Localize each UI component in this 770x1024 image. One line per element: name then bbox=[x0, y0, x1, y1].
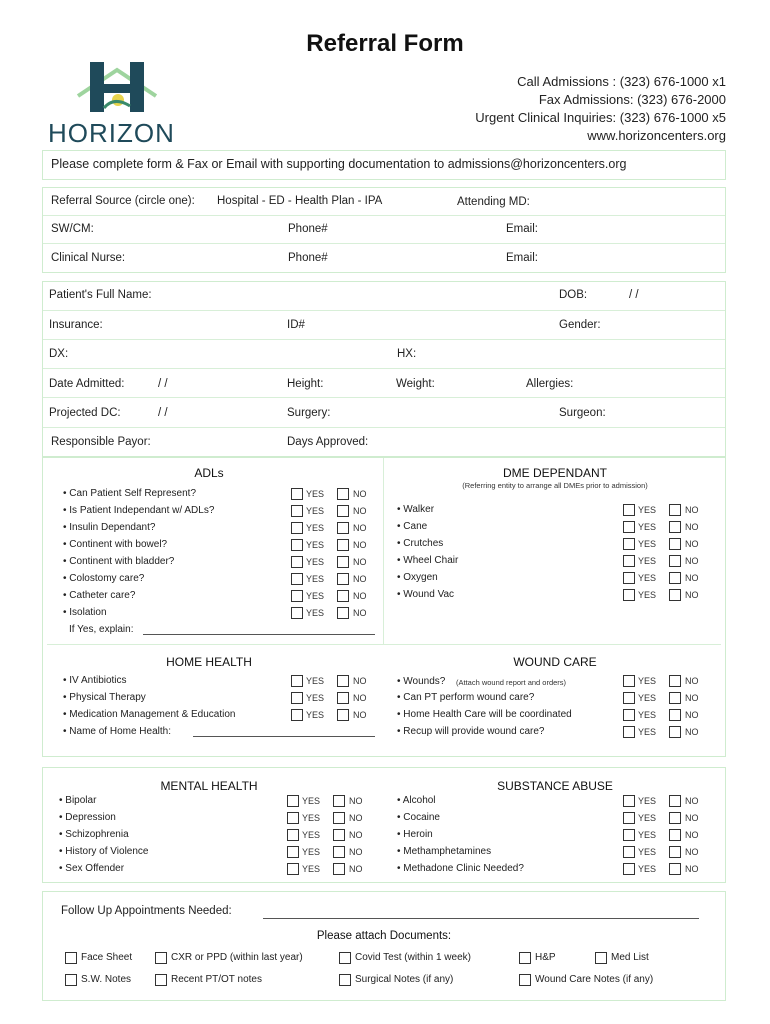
doc-checkbox[interactable] bbox=[65, 952, 77, 964]
mental-health-item-yes-checkbox[interactable] bbox=[287, 846, 299, 858]
dme-item-no-checkbox[interactable] bbox=[669, 589, 681, 601]
care-needs-box bbox=[42, 457, 726, 757]
followup-label: Follow Up Appointments Needed: bbox=[61, 905, 232, 917]
substance-item-no-checkbox[interactable] bbox=[669, 846, 681, 858]
mental-health-item-yes-label: YES bbox=[302, 830, 321, 840]
doc-label: Recent PT/OT notes bbox=[171, 974, 262, 985]
contact-website: www.horizoncenters.org bbox=[587, 128, 726, 143]
adl-item-no-label: NO bbox=[353, 506, 367, 516]
projected-dc-label: Projected DC: bbox=[49, 407, 121, 419]
substance-item-label: • Cocaine bbox=[397, 812, 440, 823]
adl-item-yes-checkbox[interactable] bbox=[291, 539, 303, 551]
wound-item-yes-checkbox[interactable] bbox=[623, 692, 635, 704]
doc-checkbox[interactable] bbox=[339, 974, 351, 986]
dme-item-yes-label: YES bbox=[638, 505, 657, 515]
substance-item-label: • Methamphetamines bbox=[397, 846, 491, 857]
dme-item-label: • Crutches bbox=[397, 538, 443, 549]
wound-item-yes-label: YES bbox=[638, 693, 657, 703]
doc-checkbox[interactable] bbox=[519, 974, 531, 986]
dme-item-yes-checkbox[interactable] bbox=[623, 521, 635, 533]
substance-item-yes-checkbox[interactable] bbox=[623, 863, 635, 875]
substance-heading: SUBSTANCE ABUSE bbox=[497, 779, 613, 793]
mental-health-item-no-checkbox[interactable] bbox=[333, 829, 345, 841]
substance-item-yes-checkbox[interactable] bbox=[623, 846, 635, 858]
clinical-nurse-label: Clinical Nurse: bbox=[51, 252, 126, 264]
doc-label: S.W. Notes bbox=[81, 974, 132, 985]
followup-box bbox=[42, 891, 726, 1001]
mental-health-item-yes-checkbox[interactable] bbox=[287, 829, 299, 841]
adl-item-yes-checkbox[interactable] bbox=[291, 522, 303, 534]
home-health-item-label: • IV Antibiotics bbox=[63, 675, 127, 686]
wound-care-heading: WOUND CARE bbox=[513, 655, 597, 669]
notice-box bbox=[42, 150, 726, 180]
dme-item-no-checkbox[interactable] bbox=[669, 521, 681, 533]
logo-wordmark: HORIZON bbox=[48, 118, 175, 148]
adl-item-label: • Can Patient Self Represent? bbox=[63, 488, 196, 499]
dme-item-label: • Walker bbox=[397, 504, 434, 515]
doc-checkbox[interactable] bbox=[339, 952, 351, 964]
adl-item-yes-label: YES bbox=[306, 608, 325, 618]
contact-fax: Fax Admissions: (323) 676-2000 bbox=[538, 92, 726, 107]
days-approved-label: Days Approved: bbox=[287, 436, 369, 448]
dme-item-yes-label: YES bbox=[638, 539, 657, 549]
mental-health-item-no-label: NO bbox=[349, 864, 363, 874]
adl-item-yes-label: YES bbox=[306, 489, 325, 499]
contact-info bbox=[475, 73, 726, 145]
mental-health-item-yes-label: YES bbox=[302, 796, 321, 806]
dme-item-no-label: NO bbox=[685, 505, 699, 515]
wound-item-yes-checkbox[interactable] bbox=[623, 675, 635, 687]
wound-item-yes-label: YES bbox=[638, 727, 657, 737]
adl-item-yes-label: YES bbox=[306, 540, 325, 550]
adl-item-label: • Isolation bbox=[63, 607, 107, 618]
home-health-heading: HOME HEALTH bbox=[166, 655, 252, 669]
height-label: Height: bbox=[287, 378, 324, 390]
surgeon-label: Surgeon: bbox=[559, 407, 606, 419]
doc-checkbox[interactable] bbox=[65, 974, 77, 986]
wound-item-no-label: NO bbox=[685, 693, 699, 703]
dme-item-yes-label: YES bbox=[638, 590, 657, 600]
doc-label: CXR or PPD (within last year) bbox=[171, 952, 303, 963]
home-health-item-no-checkbox[interactable] bbox=[337, 692, 349, 704]
surgery-label: Surgery: bbox=[287, 407, 331, 419]
adl-item-label: • Colostomy care? bbox=[63, 573, 144, 584]
dme-item-label: • Wound Vac bbox=[397, 589, 454, 600]
doc-label: Med List bbox=[611, 952, 649, 963]
nurse-email-label: Email: bbox=[506, 252, 538, 264]
home-health-item-no-checkbox[interactable] bbox=[337, 709, 349, 721]
doc-label: H&P bbox=[535, 952, 556, 963]
dme-item-no-checkbox[interactable] bbox=[669, 538, 681, 550]
mental-health-item-yes-checkbox[interactable] bbox=[287, 812, 299, 824]
home-health-item-no-label: NO bbox=[353, 676, 367, 686]
weight-label: Weight: bbox=[396, 378, 435, 390]
dob-separators: / / bbox=[629, 289, 639, 301]
mental-health-item-label: • Schizophrenia bbox=[59, 829, 129, 840]
dme-item-no-label: NO bbox=[685, 522, 699, 532]
mental-health-item-no-checkbox[interactable] bbox=[333, 812, 345, 824]
substance-item-yes-label: YES bbox=[638, 864, 657, 874]
swcm-label: SW/CM: bbox=[51, 223, 94, 235]
home-health-item-yes-label: YES bbox=[306, 693, 325, 703]
adl-item-no-checkbox[interactable] bbox=[337, 573, 349, 585]
dme-item-no-checkbox[interactable] bbox=[669, 572, 681, 584]
id-label: ID# bbox=[287, 319, 305, 331]
substance-item-yes-checkbox[interactable] bbox=[623, 829, 635, 841]
adl-item-label: • Insulin Dependant? bbox=[63, 522, 155, 533]
mental-health-item-label: • History of Violence bbox=[59, 846, 148, 857]
contact-urgent: Urgent Clinical Inquiries: (323) 676-1000 x5 bbox=[475, 110, 726, 125]
adl-item-no-label: NO bbox=[353, 557, 367, 567]
substance-item-yes-label: YES bbox=[638, 796, 657, 806]
referral-box bbox=[42, 187, 726, 273]
doc-label: Covid Test (within 1 week) bbox=[355, 952, 471, 963]
adl-item-no-label: NO bbox=[353, 574, 367, 584]
referral-source-options[interactable]: Hospital - ED - Health Plan - IPA bbox=[217, 195, 383, 207]
insurance-label: Insurance: bbox=[49, 319, 103, 331]
hx-label: HX: bbox=[397, 348, 417, 360]
doc-label: Wound Care Notes (if any) bbox=[535, 974, 654, 985]
home-health-name-line[interactable] bbox=[193, 736, 375, 737]
adl-item-no-checkbox[interactable] bbox=[337, 539, 349, 551]
wound-item-label: • Can PT perform wound care? bbox=[397, 692, 534, 703]
substance-item-yes-label: YES bbox=[638, 813, 657, 823]
dme-item-yes-checkbox[interactable] bbox=[623, 572, 635, 584]
wound-item-no-label: NO bbox=[685, 676, 699, 686]
adl-explain-line[interactable] bbox=[143, 634, 375, 635]
wound-item-no-checkbox[interactable] bbox=[669, 675, 681, 687]
adl-item-yes-checkbox[interactable] bbox=[291, 556, 303, 568]
wound-item-no-checkbox[interactable] bbox=[669, 726, 681, 738]
wound-item-no-checkbox[interactable] bbox=[669, 692, 681, 704]
mental-health-item-no-label: NO bbox=[349, 813, 363, 823]
adl-item-no-checkbox[interactable] bbox=[337, 590, 349, 602]
adl-item-yes-checkbox[interactable] bbox=[291, 607, 303, 619]
adl-item-yes-label: YES bbox=[306, 574, 325, 584]
dme-item-yes-checkbox[interactable] bbox=[623, 504, 635, 516]
substance-item-label: • Methadone Clinic Needed? bbox=[397, 863, 524, 874]
adl-item-label: • Catheter care? bbox=[63, 590, 135, 601]
adl-item-no-label: NO bbox=[353, 608, 367, 618]
wound-item-yes-checkbox[interactable] bbox=[623, 709, 635, 721]
adl-item-yes-checkbox[interactable] bbox=[291, 505, 303, 517]
adl-item-no-checkbox[interactable] bbox=[337, 607, 349, 619]
wound-item-yes-label: YES bbox=[638, 710, 657, 720]
mental-health-item-yes-label: YES bbox=[302, 813, 321, 823]
adl-item-no-checkbox[interactable] bbox=[337, 488, 349, 500]
adl-item-no-label: NO bbox=[353, 540, 367, 550]
substance-item-no-label: NO bbox=[685, 847, 699, 857]
dme-item-no-label: NO bbox=[685, 590, 699, 600]
adl-item-yes-label: YES bbox=[306, 557, 325, 567]
substance-item-no-label: NO bbox=[685, 813, 699, 823]
adl-item-yes-label: YES bbox=[306, 506, 325, 516]
doc-checkbox[interactable] bbox=[595, 952, 607, 964]
mental-health-item-label: • Depression bbox=[59, 812, 116, 823]
wound-item-label: • Wounds? bbox=[397, 676, 445, 687]
dme-item-no-label: NO bbox=[685, 556, 699, 566]
dme-item-label: • Oxygen bbox=[397, 572, 438, 583]
dme-item-yes-checkbox[interactable] bbox=[623, 555, 635, 567]
substance-item-yes-label: YES bbox=[638, 830, 657, 840]
date-admitted-label: Date Admitted: bbox=[49, 378, 125, 390]
referral-source-label: Referral Source (circle one): bbox=[51, 195, 195, 207]
mental-health-item-yes-label: YES bbox=[302, 847, 321, 857]
dme-item-label: • Wheel Chair bbox=[397, 555, 458, 566]
substance-item-no-label: NO bbox=[685, 796, 699, 806]
adl-item-yes-checkbox[interactable] bbox=[291, 488, 303, 500]
dme-item-yes-label: YES bbox=[638, 556, 657, 566]
notice-text: Please complete form & Fax or Email with supporting documentation to admissions@horizoncenters.org bbox=[51, 157, 627, 171]
doc-label: Face Sheet bbox=[81, 952, 133, 963]
dme-item-no-checkbox[interactable] bbox=[669, 555, 681, 567]
followup-line[interactable] bbox=[263, 918, 699, 919]
dme-item-yes-checkbox[interactable] bbox=[623, 589, 635, 601]
mental-health-item-no-checkbox[interactable] bbox=[333, 863, 345, 875]
adl-item-no-checkbox[interactable] bbox=[337, 556, 349, 568]
adl-item-label: • Continent with bowel? bbox=[63, 539, 167, 550]
mental-health-item-no-label: NO bbox=[349, 830, 363, 840]
dme-item-no-label: NO bbox=[685, 573, 699, 583]
substance-item-no-checkbox[interactable] bbox=[669, 829, 681, 841]
substance-item-no-checkbox[interactable] bbox=[669, 812, 681, 824]
adl-item-no-checkbox[interactable] bbox=[337, 522, 349, 534]
substance-item-no-label: NO bbox=[685, 864, 699, 874]
mental-health-item-yes-checkbox[interactable] bbox=[287, 863, 299, 875]
doc-checkbox[interactable] bbox=[155, 952, 167, 964]
mental-health-item-yes-checkbox[interactable] bbox=[287, 795, 299, 807]
adl-item-yes-checkbox[interactable] bbox=[291, 590, 303, 602]
home-health-item-yes-label: YES bbox=[306, 710, 325, 720]
substance-item-no-checkbox[interactable] bbox=[669, 795, 681, 807]
allergies-label: Allergies: bbox=[526, 378, 574, 390]
home-health-item-no-label: NO bbox=[353, 693, 367, 703]
adl-item-label: • Is Patient Independant w/ ADLs? bbox=[63, 505, 214, 516]
gender-label: Gender: bbox=[559, 319, 601, 331]
substance-item-label: • Alcohol bbox=[397, 795, 436, 806]
mental-health-item-yes-label: YES bbox=[302, 864, 321, 874]
dob-label: DOB: bbox=[559, 289, 588, 301]
mental-health-item-label: • Sex Offender bbox=[59, 863, 124, 874]
dme-item-no-label: NO bbox=[685, 539, 699, 549]
mental-health-item-no-label: NO bbox=[349, 796, 363, 806]
home-health-item-yes-checkbox[interactable] bbox=[291, 675, 303, 687]
wound-item-no-label: NO bbox=[685, 710, 699, 720]
mental-health-item-no-checkbox[interactable] bbox=[333, 846, 345, 858]
attending-md-label: Attending MD: bbox=[457, 196, 530, 208]
dx-label: DX: bbox=[49, 348, 69, 360]
wound-item-note: (Attach wound report and orders) bbox=[456, 678, 567, 687]
adl-item-no-label: NO bbox=[353, 523, 367, 533]
patient-box bbox=[42, 281, 726, 457]
home-health-item-yes-checkbox[interactable] bbox=[291, 709, 303, 721]
swcm-phone-label: Phone# bbox=[288, 223, 328, 235]
substance-item-no-label: NO bbox=[685, 830, 699, 840]
wound-item-no-checkbox[interactable] bbox=[669, 709, 681, 721]
substance-item-yes-checkbox[interactable] bbox=[623, 795, 635, 807]
adl-explain-label: If Yes, explain: bbox=[69, 624, 134, 635]
dme-item-label: • Cane bbox=[397, 521, 427, 532]
home-health-name-label: • Name of Home Health: bbox=[63, 726, 171, 737]
doc-checkbox[interactable] bbox=[155, 974, 167, 986]
home-health-item-label: • Physical Therapy bbox=[63, 692, 146, 703]
substance-item-yes-label: YES bbox=[638, 847, 657, 857]
dme-item-no-checkbox[interactable] bbox=[669, 504, 681, 516]
wound-item-label: • Home Health Care will be coordinated bbox=[397, 709, 572, 720]
contact-call: Call Admissions : (323) 676-1000 x1 bbox=[517, 74, 726, 89]
adl-item-yes-checkbox[interactable] bbox=[291, 573, 303, 585]
doc-label: Surgical Notes (if any) bbox=[355, 974, 454, 985]
adl-item-no-label: NO bbox=[353, 591, 367, 601]
adl-item-yes-label: YES bbox=[306, 523, 325, 533]
mental-health-item-label: • Bipolar bbox=[59, 795, 96, 806]
nurse-phone-label: Phone# bbox=[288, 252, 328, 264]
mental-health-heading: MENTAL HEALTH bbox=[160, 779, 258, 793]
home-health-item-no-label: NO bbox=[353, 710, 367, 720]
adl-item-label: • Continent with bladder? bbox=[63, 556, 174, 567]
dme-item-yes-label: YES bbox=[638, 522, 657, 532]
substance-item-yes-checkbox[interactable] bbox=[623, 812, 635, 824]
payor-label: Responsible Payor: bbox=[51, 436, 151, 448]
dme-item-yes-checkbox[interactable] bbox=[623, 538, 635, 550]
wound-item-no-label: NO bbox=[685, 727, 699, 737]
adl-item-no-checkbox[interactable] bbox=[337, 505, 349, 517]
adl-item-yes-label: YES bbox=[306, 591, 325, 601]
adls-heading: ADLs bbox=[194, 466, 224, 480]
mental-health-item-no-label: NO bbox=[349, 847, 363, 857]
substance-item-label: • Heroin bbox=[397, 829, 433, 840]
behavioral-box bbox=[42, 767, 726, 883]
swcm-email-label: Email: bbox=[506, 223, 538, 235]
wound-item-label: • Recup will provide wound care? bbox=[397, 726, 544, 737]
wound-item-yes-checkbox[interactable] bbox=[623, 726, 635, 738]
dme-item-yes-label: YES bbox=[638, 573, 657, 583]
date-admitted-separators: / / bbox=[158, 378, 168, 390]
home-health-item-label: • Medication Management & Education bbox=[63, 709, 236, 720]
form-title: Referral Form bbox=[306, 30, 464, 57]
adl-item-no-label: NO bbox=[353, 489, 367, 499]
patient-name-label: Patient's Full Name: bbox=[49, 289, 152, 301]
wound-item-yes-label: YES bbox=[638, 676, 657, 686]
doc-checkbox[interactable] bbox=[519, 952, 531, 964]
mental-health-item-no-checkbox[interactable] bbox=[333, 795, 345, 807]
dme-heading: DME DEPENDANT bbox=[502, 466, 607, 480]
dme-note: (Referring entity to arrange all DMEs prior to admission) bbox=[462, 481, 648, 490]
substance-item-no-checkbox[interactable] bbox=[669, 863, 681, 875]
home-health-item-yes-checkbox[interactable] bbox=[291, 692, 303, 704]
home-health-item-no-checkbox[interactable] bbox=[337, 675, 349, 687]
attach-heading: Please attach Documents: bbox=[316, 930, 452, 942]
home-health-item-yes-label: YES bbox=[306, 676, 325, 686]
projected-dc-separators: / / bbox=[158, 407, 168, 419]
